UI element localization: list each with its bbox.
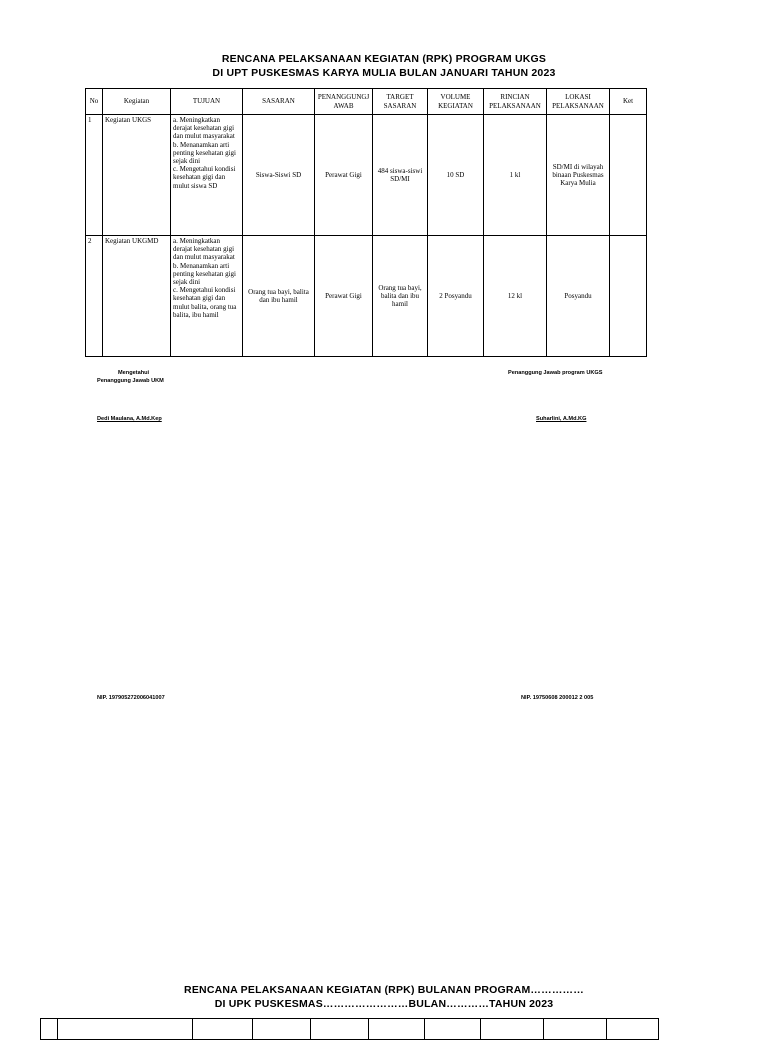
cell-target-sasaran: Orang tua bayi, balita dan ibu hamil [373, 236, 428, 357]
cell-penanggungjawab: Perawat Gigi [315, 115, 373, 236]
cell-rincian-pelaksanaan: 1 kl [484, 115, 547, 236]
right-sign-role: Penanggung Jawab program UKGS [508, 370, 603, 376]
cell-rincian-pelaksanaan: 12 kl [484, 236, 547, 357]
cell-tujuan [171, 115, 243, 236]
tujuan-item: a. Meningkatkan derajat kesehatan gigi dan mulut masyarakat [173, 237, 235, 262]
cell-sasaran: Siswa-Siswi SD [243, 115, 315, 236]
cell-tujuan [171, 236, 243, 357]
cell-volume-kegiatan: 10 SD [428, 115, 484, 236]
header-ket: Ket [610, 89, 647, 115]
cell-ket [610, 115, 647, 236]
header-target-sasaran: TARGET SASARAN [373, 89, 428, 115]
cell-no: 1 [86, 115, 103, 236]
header-tujuan: TUJUAN [171, 89, 243, 115]
cell-lokasi-pelaksanaan: Posyandu [547, 236, 610, 357]
document-subtitle: DI UPT PUSKESMAS KARYA MULIA BULAN JANUARI TAHUN 2023 [212, 67, 556, 79]
second-page-title: RENCANA PELAKSANAAN KEGIATAN (RPK) BULANAN PROGRAM…………… [184, 984, 584, 996]
header-sasaran: SASARAN [243, 89, 315, 115]
header-rincian-pelaksanaan: RINCIAN PELAKSANAAN [484, 89, 547, 115]
cell-penanggungjawab: Perawat Gigi [315, 236, 373, 357]
tujuan-item: c. Mengetahui kondisi kesehatan gigi dan mulut siswa SD [173, 165, 236, 190]
cell-lokasi-pelaksanaan: SD/MI di wilayah binaan Puskesmas Karya Mulia [547, 115, 610, 236]
tujuan-item: b. Menanamkan arti penting kesehatan gigi sejak dini [173, 140, 236, 166]
cell-target-sasaran: 484 siswa-siswi SD/MI [373, 115, 428, 236]
cell-kegiatan: Kegiatan UKGS [103, 115, 171, 236]
left-signer-nip: NIP. 197905272006041007 [97, 695, 165, 701]
document-title: RENCANA PELAKSANAAN KEGIATAN (RPK) PROGRAM UKGS [221, 53, 547, 65]
header-lokasi-pelaksanaan: LOKASI PELAKSANAAN [547, 89, 610, 115]
cell-sasaran: Orang tua bayi, balita dan ibu hamil [243, 236, 315, 357]
table-header-row [86, 89, 647, 115]
header-kegiatan: Kegiatan [103, 89, 171, 115]
left-sign-label: Mengetahui [118, 370, 150, 376]
tujuan-item: a. Meningkatkan derajat kesehatan gigi dan mulut masyarakat [173, 116, 235, 141]
header-volume-kegiatan: VOLUME KEGIATAN [428, 89, 484, 115]
left-signer-name: Dedi Maulana, A.Md.Kep [97, 416, 162, 422]
cell-kegiatan: Kegiatan UKGMD [103, 236, 171, 357]
header-penanggungjawab: PENANGGUNGJ AWAB [315, 89, 373, 115]
left-sign-role: Penanggung Jawab UKM [97, 378, 164, 384]
table-row [86, 236, 647, 357]
right-signer-name: Suharlini, A.Md.KG [536, 416, 587, 422]
table-row [41, 1019, 659, 1040]
cell-volume-kegiatan: 2 Posyandu [428, 236, 484, 357]
second-page-table [40, 1018, 659, 1040]
right-signer-nip: NIP. 19750608 200012 2 005 [521, 695, 594, 701]
cell-ket [610, 236, 647, 357]
tujuan-item: b. Menanamkan arti penting kesehatan gigi sejak dini [173, 261, 236, 287]
second-page-subtitle: DI UPK PUSKESMAS……………………BULAN…………TAHUN 2023 [214, 998, 554, 1010]
tujuan-item: c. Mengetahui kondisi kesehatan gigi dan mulut balita, orang tua balita, ibu hamil [173, 286, 237, 319]
rpk-table [85, 88, 647, 357]
table-row [86, 115, 647, 236]
cell-no: 2 [86, 236, 103, 357]
header-no: No [86, 89, 103, 115]
